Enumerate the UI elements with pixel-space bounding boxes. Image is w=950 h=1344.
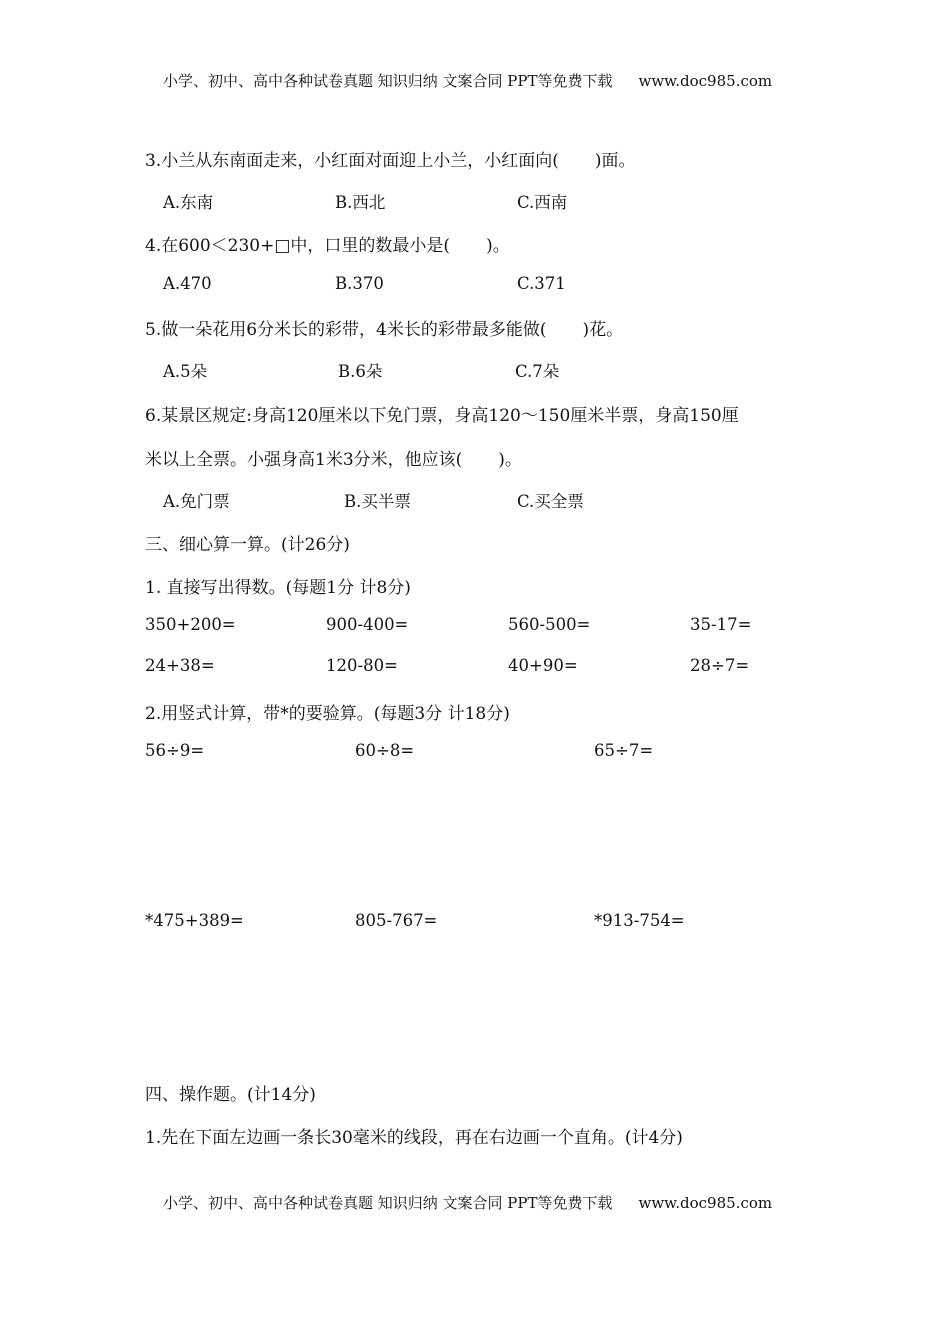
footer-site: www.doc985.com	[638, 1194, 773, 1212]
question-4-text: 4.在600＜230+□中，口里的数最小是(	[145, 236, 451, 256]
q6-option-b: B.买半票	[344, 492, 411, 511]
calc-item: 900-400=	[326, 615, 409, 634]
calc-item: 560-500=	[508, 615, 591, 634]
question-3-text: 3.小兰从东南面走来，小红面对面迎上小兰，小红面向(	[145, 151, 559, 171]
calc-item: 350+200=	[145, 615, 236, 634]
q4-option-a: A.470	[163, 274, 212, 293]
section-3-part1-title: 1. 直接写出得数。(每题1分 计8分)	[145, 578, 411, 598]
question-4	[145, 231, 510, 256]
header-text: 小学、初中、高中各种试卷真题 知识归纳 文案合同 PPT等免费下载	[163, 72, 613, 90]
section-4-question-1: 1.先在下面左边画一条长30毫米的线段，再在右边画一个直角。(计4分)	[145, 1128, 683, 1148]
q4-option-b: B.370	[335, 274, 384, 293]
q6-option-c: C.买全票	[517, 492, 584, 511]
question-6-line1: 6.某景区规定:身高120厘米以下免门票，身高120～150厘米半票，身高150厘	[145, 406, 739, 426]
calc-item: 24+38=	[145, 656, 215, 675]
vertical-calc-item: 805-767=	[355, 911, 438, 930]
question-3-tail: )面。	[594, 151, 636, 171]
q4-option-c: C.371	[517, 274, 566, 293]
question-6-line2	[145, 445, 522, 470]
question-6-text: 米以上全票。小强身高1米3分米，他应该(	[145, 450, 463, 470]
q3-option-c: C.西南	[517, 193, 568, 212]
section-3-part2-title: 2.用竖式计算，带*的要验算。(每题3分 计18分)	[145, 704, 510, 724]
header-banner	[163, 70, 772, 91]
footer-banner	[163, 1192, 772, 1213]
calc-item: 35-17=	[690, 615, 752, 634]
footer-text: 小学、初中、高中各种试卷真题 知识归纳 文案合同 PPT等免费下载	[163, 1194, 613, 1212]
calc-item: 120-80=	[326, 656, 398, 675]
vertical-calc-item: *913-754=	[594, 911, 685, 930]
question-4-tail: )。	[486, 236, 510, 256]
q5-option-a: A.5朵	[163, 362, 208, 381]
question-3	[145, 146, 636, 171]
q3-option-a: A.东南	[163, 193, 214, 212]
vertical-calc-item: 60÷8=	[355, 741, 415, 760]
vertical-calc-item: *475+389=	[145, 911, 244, 930]
q5-option-b: B.6朵	[338, 362, 383, 381]
q3-option-b: B.西北	[335, 193, 386, 212]
vertical-calc-item: 56÷9=	[145, 741, 205, 760]
section-4-title: 四、操作题。(计14分)	[145, 1085, 316, 1105]
vertical-calc-item: 65÷7=	[594, 741, 654, 760]
q6-option-a: A.免门票	[163, 492, 230, 511]
calc-item: 40+90=	[508, 656, 578, 675]
q5-option-c: C.7朵	[515, 362, 560, 381]
question-6-tail: )。	[498, 450, 522, 470]
calc-item: 28÷7=	[690, 656, 750, 675]
question-5	[145, 315, 623, 340]
section-3-title: 三、细心算一算。(计26分)	[145, 535, 350, 555]
question-5-tail: )花。	[582, 320, 624, 340]
header-site: www.doc985.com	[638, 72, 773, 90]
question-5-text: 5.做一朵花用6分米长的彩带，4米长的彩带最多能做(	[145, 320, 547, 340]
